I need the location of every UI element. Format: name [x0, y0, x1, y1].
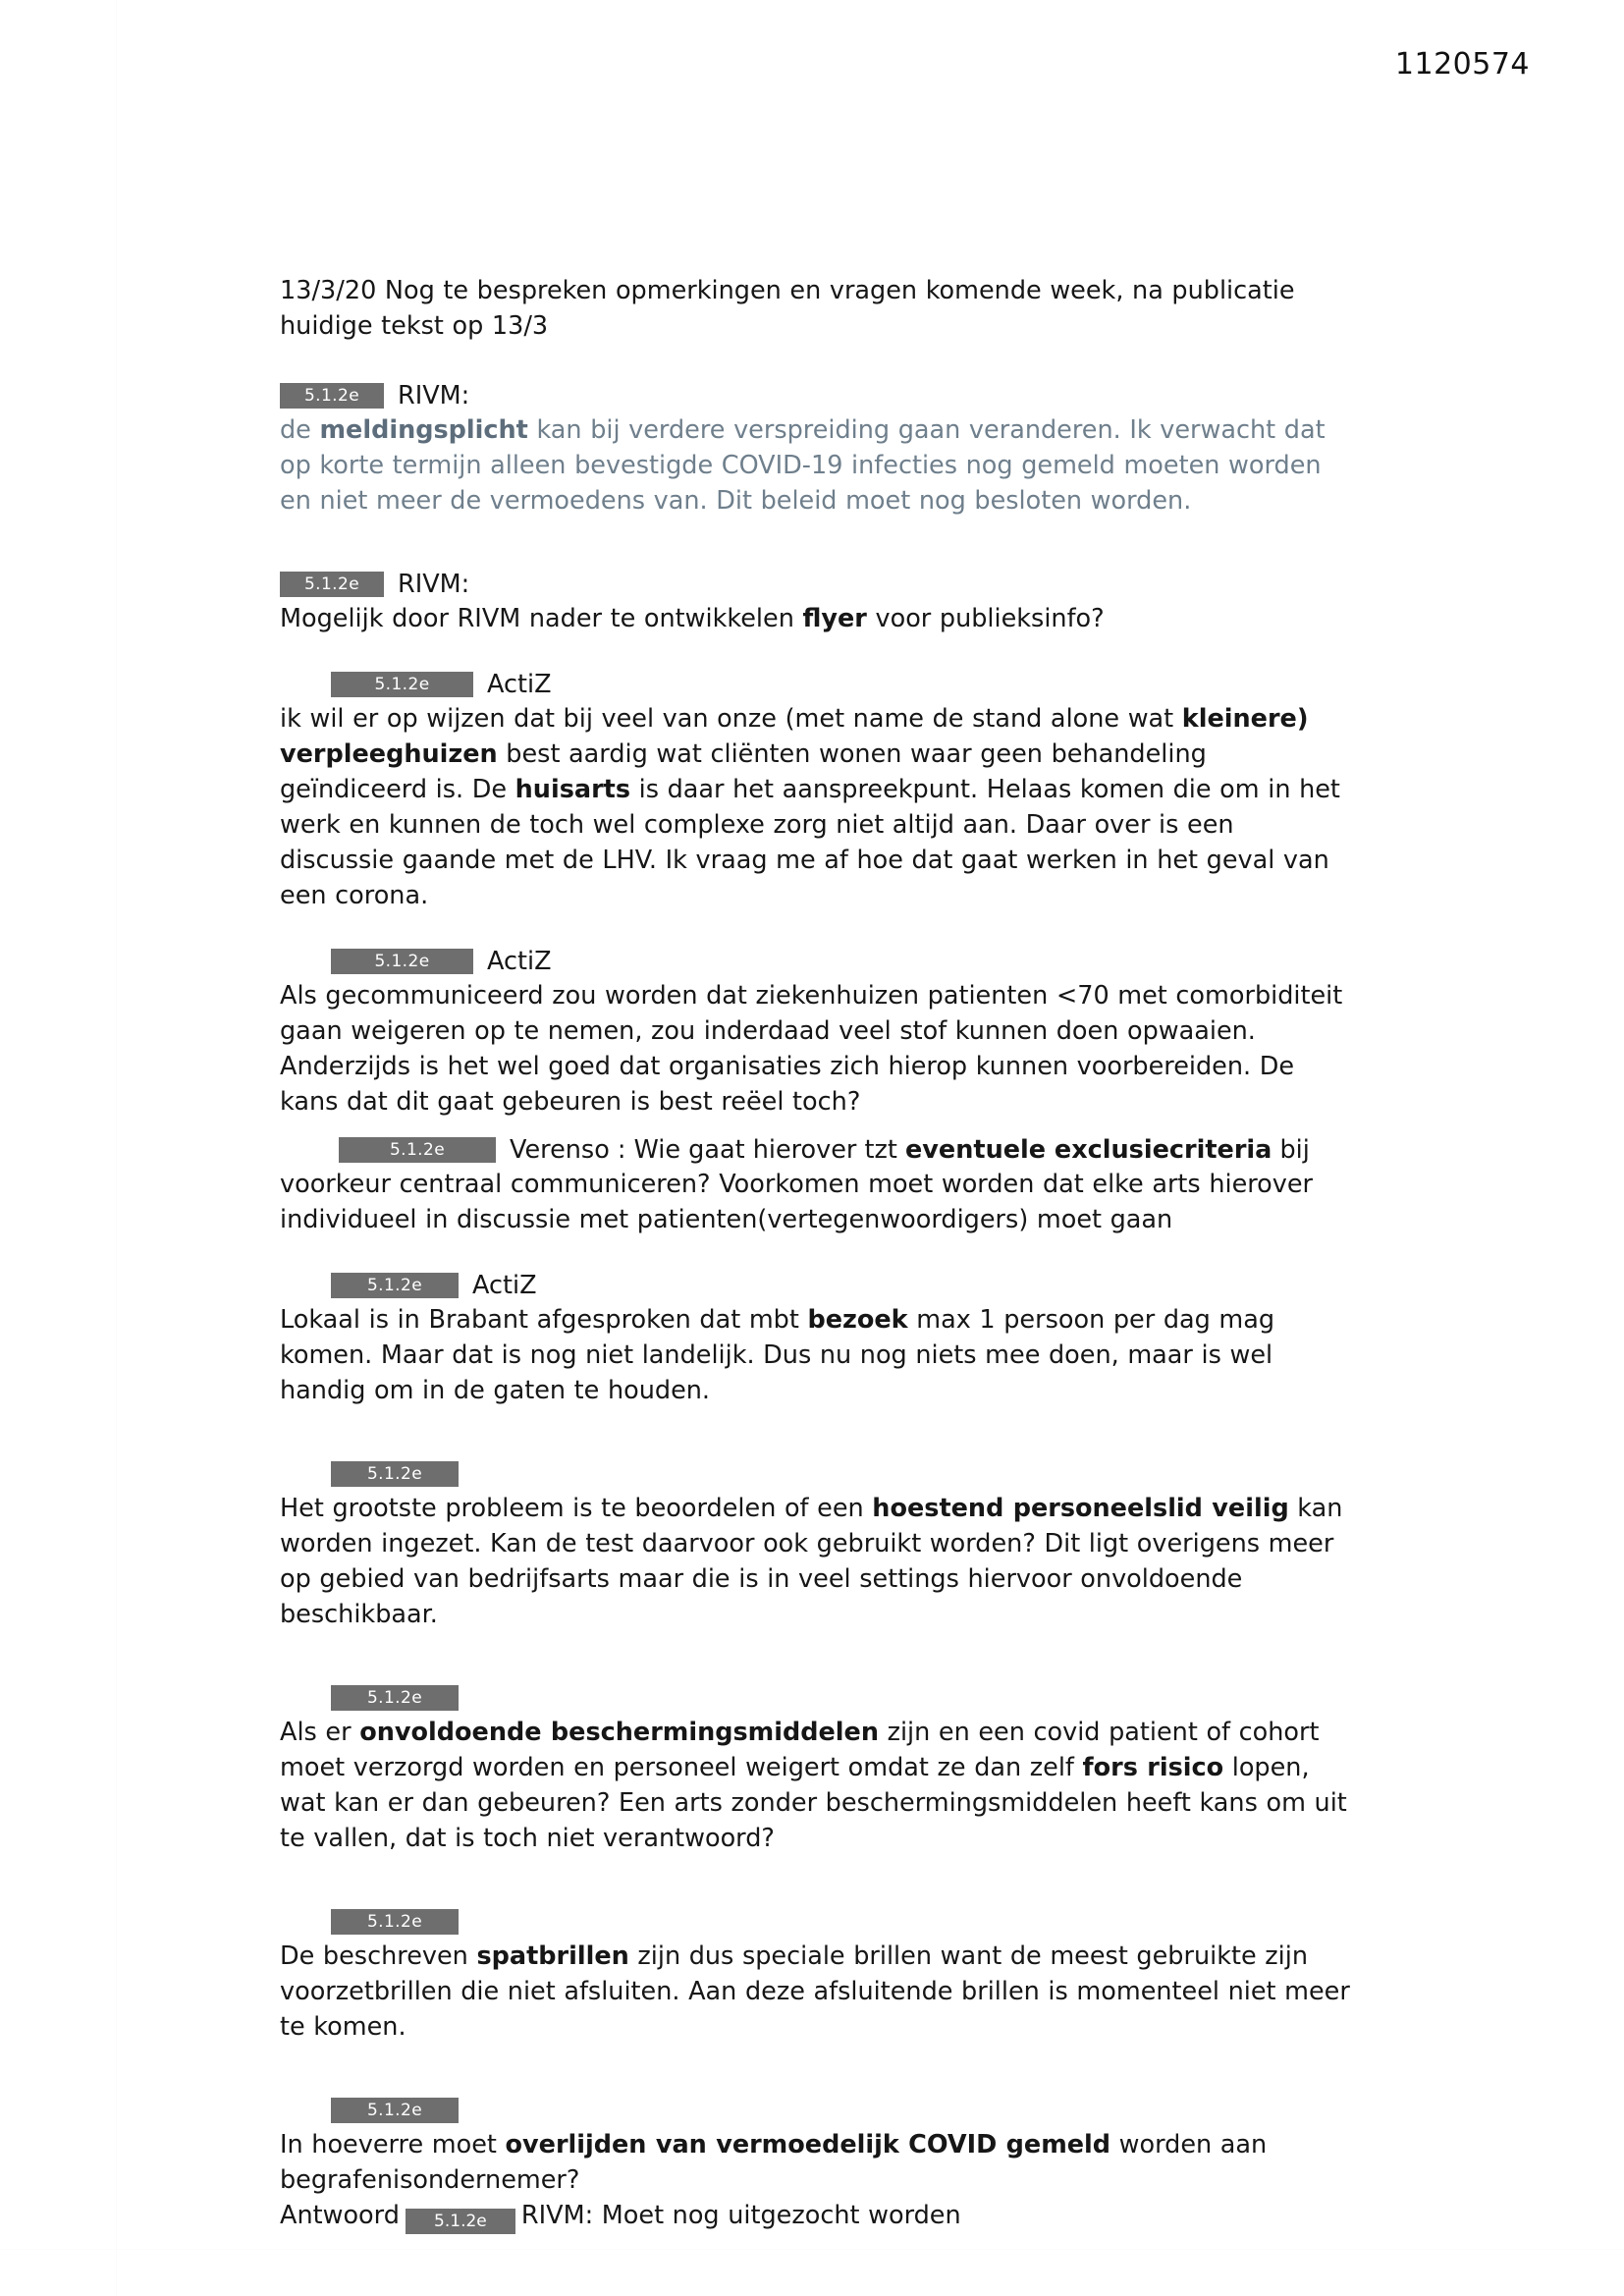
speaker-line: [339, 1135, 1350, 1165]
block-text: voorkeur centraal communiceren? Voorkomen moet worden dat elke arts hierover individueel in discussie met patienten(vertegenwoordigers) moet gaan: [280, 1170, 1314, 1234]
text-segment: zijn en een covid patient of cohort moet verzorgd worden en personeel weigert omdat ze dan zelf: [280, 1718, 1320, 1782]
redaction-box: 5.1.2e: [331, 1273, 459, 1298]
bold-term: flyer: [802, 604, 867, 633]
block-hoestend-personeelslid: [280, 1459, 1350, 1632]
text-segment: max 1 persoon per dag mag komen. Maar dat is nog niet landelijk. Dus nu nog niets mee doen, maar is wel handig om in de gaten te houden.: [280, 1305, 1275, 1405]
block-rivm-meldingsplicht: [280, 381, 1350, 519]
text-segment: de: [280, 415, 320, 445]
text-segment: kan bij verdere verspreiding gaan veranderen. Ik verwacht dat op korte termijn alleen bevestigde COVID-19 infecties nog gemeld moeten worden en niet meer de vermoedens van. Dit beleid moet nog besloten worden.: [280, 415, 1326, 516]
speaker-line: [331, 1271, 1350, 1300]
redaction-box: 5.1.2e: [339, 1137, 496, 1163]
redaction-box: 5.1.2e: [280, 572, 384, 597]
speaker-label: ActiZ: [487, 947, 552, 976]
block-overlijden-melden: [280, 2096, 1350, 2234]
block-text: [280, 701, 1350, 913]
bold-term: kleinere) verpleeghuizen: [280, 704, 1309, 769]
block-rivm-flyer: [280, 570, 1350, 636]
speaker-line: [331, 1459, 1350, 1489]
bold-term: bezoek: [807, 1305, 908, 1335]
text-segment: Verenso : Wie gaat hierover tzt: [510, 1135, 906, 1165]
block-text: [280, 412, 1350, 519]
redaction-box: 5.1.2e: [331, 672, 473, 697]
redaction-box: 5.1.2e: [331, 1461, 459, 1487]
redaction-box: 5.1.2e: [331, 1685, 459, 1711]
answer-line: [280, 2198, 1350, 2234]
redaction-box: 5.1.2e: [331, 1909, 459, 1935]
block-text: [280, 1939, 1350, 2045]
block-beschermingsmiddelen: [280, 1683, 1350, 1856]
bold-term: hoestend personeelslid veilig: [872, 1494, 1289, 1523]
block-text: [280, 1715, 1350, 1856]
document-number-stamp: 1120574: [1394, 47, 1530, 82]
text-segment: lopen, wat kan er dan gebeuren? Een arts zonder beschermingsmiddelen heeft kans om uit te vallen, dat is toch niet verantwoord?: [280, 1753, 1347, 1853]
speaker-line: [280, 381, 1350, 410]
bold-term: onvoldoende beschermingsmiddelen: [359, 1718, 879, 1747]
text-segment: Als er: [280, 1718, 360, 1747]
speaker-line: [280, 570, 1350, 599]
bold-term: overlijden van vermoedelijk COVID gemeld: [505, 2130, 1111, 2159]
speaker-label: [510, 1135, 1310, 1165]
speaker-line: [331, 947, 1350, 976]
page-edge-left: [116, 0, 117, 2296]
text-segment: Het grootste probleem is te beoordelen of een: [280, 1494, 873, 1523]
speaker-label: ActiZ: [487, 670, 552, 699]
intro-paragraph: 13/3/20 Nog te bespreken opmerkingen en vragen komende week, na publicatie huidige tekst op 13/3: [280, 276, 1295, 341]
bold-term: eventuele exclusiecriteria: [905, 1135, 1272, 1165]
text-segment: Mogelijk door RIVM nader te ontwikkelen: [280, 604, 803, 633]
text-segment: De beschreven: [280, 1941, 477, 1971]
bold-term: fors risico: [1082, 1753, 1224, 1782]
redaction-box: 5.1.2e: [280, 383, 384, 409]
redaction-box-inline: 5.1.2e: [406, 2209, 515, 2234]
text-segment: voor publieksinfo?: [866, 604, 1105, 633]
block-text: [280, 1491, 1350, 1632]
block-text: [280, 601, 1350, 636]
speaker-line: [331, 670, 1350, 699]
block-text: [280, 2127, 1350, 2198]
answer-prefix: Antwoord: [280, 2201, 400, 2230]
text-segment: zijn dus speciale brillen want de meest gebruikte zijn voorzetbrillen die niet afsluiten. Aan deze afsluitende brillen is momenteel niet meer te komen.: [280, 1941, 1350, 2042]
speaker-line: [331, 1683, 1350, 1713]
bold-term: meldingsplicht: [319, 415, 528, 445]
text-segment: In hoeverre moet: [280, 2130, 506, 2159]
text-segment: worden aan begrafenisondernemer?: [280, 2130, 1268, 2195]
block-text: Als gecommuniceerd zou worden dat ziekenhuizen patienten <70 met comorbiditeit gaan weigeren op te nemen, zou inderdaad veel stof kunnen doen opwaaien. Anderzijds is het wel goed dat organisaties zich hierop kunnen voorbereiden. De kans dat dit gaat gebeuren is best reëel toch?: [280, 981, 1343, 1117]
block-actiz-verpleeghuizen: [280, 670, 1350, 913]
text-segment: bij: [1272, 1135, 1310, 1165]
block-spatbrillen: [280, 1907, 1350, 2045]
answer-text: RIVM: Moet nog uitgezocht worden: [520, 2201, 961, 2230]
speaker-label: RIVM:: [398, 570, 470, 599]
speaker-line: [331, 2096, 1350, 2125]
redaction-box: 5.1.2e: [331, 949, 473, 974]
block-actiz-bezoek: [280, 1271, 1350, 1408]
block-text: [280, 1302, 1350, 1408]
text-segment: Lokaal is in Brabant afgesproken dat mbt: [280, 1305, 808, 1335]
block-actiz-ziekenhuizen: [280, 947, 1350, 1120]
text-segment: kan worden ingezet. Kan de test daarvoor ook gebruikt worden? Dit ligt overigens meer op gebied van bedrijfsarts maar die is in veel settings hiervoor onvoldoende beschikbaar.: [280, 1494, 1343, 1629]
speaker-line: [331, 1907, 1350, 1937]
speaker-label: RIVM:: [398, 381, 470, 410]
bold-term: spatbrillen: [476, 1941, 629, 1971]
speaker-label: ActiZ: [472, 1271, 537, 1300]
document-body: [280, 273, 1350, 2268]
block-verenso-exclusiecriteria: [280, 1135, 1350, 1237]
text-segment: best aardig wat cliënten wonen waar geen behandeling geïndiceerd is. De: [280, 739, 1207, 804]
redaction-box: 5.1.2e: [331, 2098, 459, 2123]
text-segment: is daar het aanspreekpunt. Helaas komen die om in het werk en kunnen de toch wel complexe zorg niet altijd aan. Daar over is een discussie gaande met de LHV. Ik vraag me af hoe dat gaat werken in het geval van een corona.: [280, 775, 1340, 910]
text-segment: ik wil er op wijzen dat bij veel van onze (met name de stand alone wat: [280, 704, 1182, 734]
bold-term: huisarts: [514, 775, 631, 804]
